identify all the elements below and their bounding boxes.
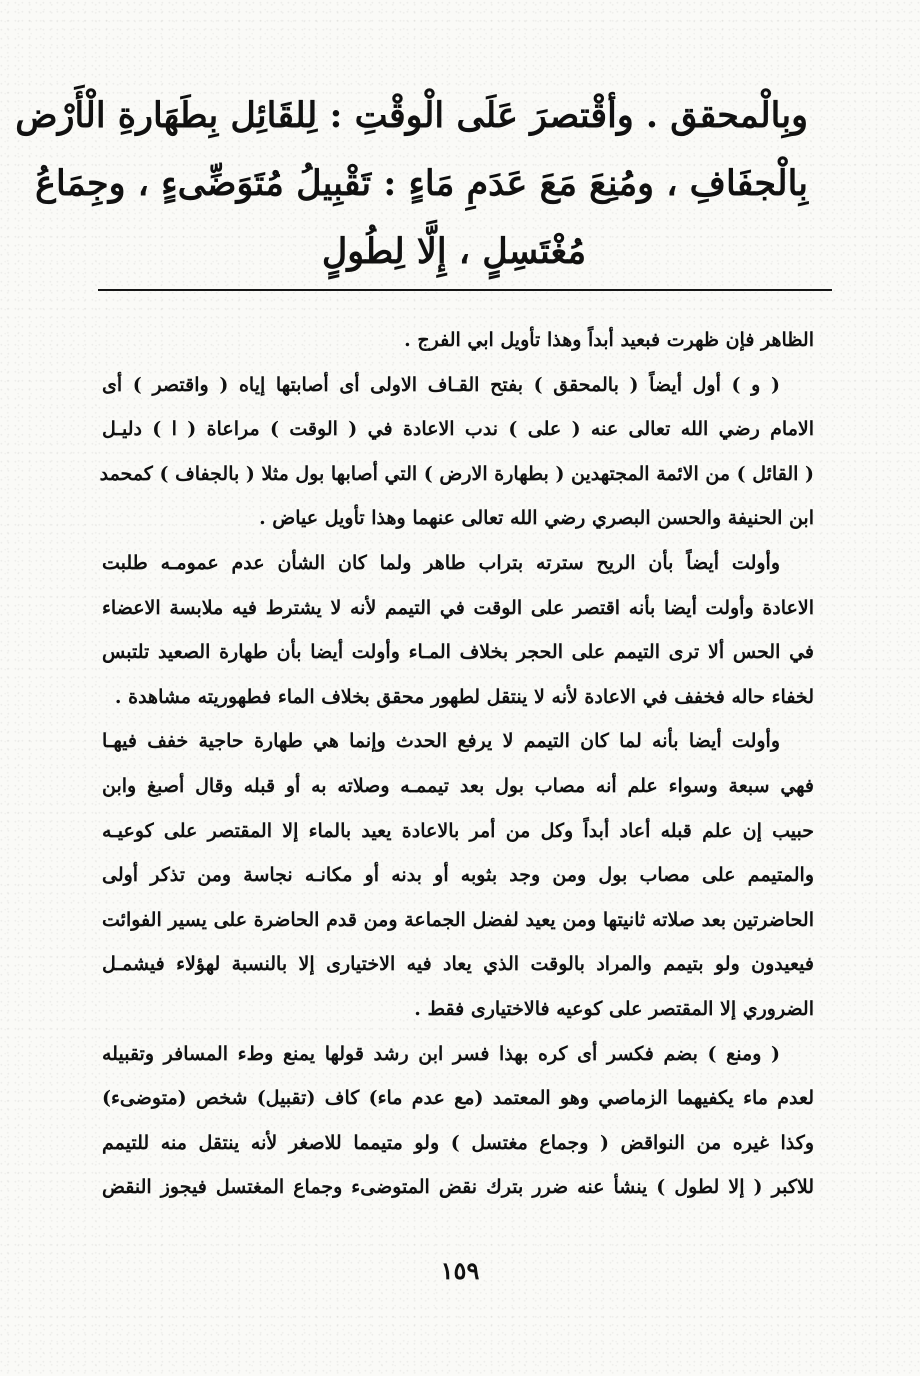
- commentary-line: الامام رضي الله تعالى عنه ( على ) ندب الاعادة في ( الوقت ) مراعاة ( ا ) دليـل: [102, 418, 814, 441]
- commentary-line: ( القائل ) من الائمة المجتهدين ( بطهارة الارض ) التي أصابها بول مثلا ( بالجفاف ) كمحمد: [99, 462, 814, 485]
- commentary-line: ( و ) أول أيضاً ( بالمحقق ) بفتح القـاف الاولى أى أصابتها إياه ( واقتصر ) أى: [102, 373, 780, 396]
- commentary-line: ابن الحنيفة والحسن البصري رضي الله تعالى عنهما وهذا تأويل عياض .: [259, 507, 814, 530]
- commentary-line: وأولت أيضا بأنه لما كان التيمم لا يرفع الحدث وإنما هي طهارة حاجية خفف فيهـا: [102, 730, 780, 753]
- commentary-line: والمتيمم على مصاب بول ومن وجد بثوبه أو بدنه أو مكانـه نجاسة ومن تذكر أولى: [102, 864, 814, 887]
- main-text-line: بِالْجفَافِ ، ومُنِعَ مَعَ عَدَمِ مَاءٍ : تَقْبِيلُ مُتَوَضِّىءٍ ، وجِمَاعُ: [35, 163, 808, 204]
- commentary-line: في الحس ألا ترى التيمم على الحجر بخلاف المـاء وأولت أيضا بأن طهارة الصعيد تلتبس: [102, 641, 814, 664]
- main-text-line: وبِالْمحقق . وأقْتصرَ عَلَى الْوقْتِ : لِلقَائِل بِطَهَارةِ الْأَرْض: [15, 95, 808, 136]
- commentary-line: الاعادة وأولت أيضا بأنه اقتصر على الوقت في التيمم لأنه لا يشترط فيه ملابسة الاعضاء: [102, 596, 814, 619]
- commentary-line: لعدم ماء يكفيهما الزماصي وهو المعتمد (مع عدم ماء) كاف (تقبيل) شخص (متوضىء): [102, 1087, 814, 1110]
- main-text-line: مُغْتَسِلٍ ، إِلَّا لِطُولٍ: [321, 231, 587, 272]
- commentary-line: الظاهر فإن ظهرت فبعيد أبداً وهذا تأويل ابي الفرج .: [404, 329, 814, 351]
- commentary-line: حبيب إن علم قبله أعاد أبداً وكل من أمر بالاعادة يعيد بالماء إلا المقتصر على كوعيـه: [102, 819, 814, 842]
- commentary-line: وأولت أيضاً بأن الريح سترته بتراب طاهر ولما كان الشأن عدم عمومـه طلبت: [102, 551, 780, 574]
- separator-rule: [98, 289, 832, 291]
- commentary-line: الحاضرتين بعد صلاته ثانيتها ومن يعيد لفضل الجماعة ومن قدم الحاضرة على يسير الفوائت: [102, 908, 814, 931]
- commentary-block: [99, 318, 814, 1210]
- commentary-line: وكذا غيره من النواقض ( وجماع مغتسل ) ولو متيمما للاصغر لأنه ينتقل منه للتيمم: [102, 1131, 814, 1154]
- commentary-line: الضروري إلا المقتصر على كوعيه فالاختيارى فقط .: [414, 997, 814, 1020]
- commentary-line: ( ومنع ) بضم فكسر أى كره بهذا فسر ابن رشد قولها يمنع وطء المسافر وتقبيله: [102, 1042, 780, 1065]
- page-number: ١٥٩: [440, 1256, 480, 1285]
- commentary-line: فهي سبعة وسواء علم أنه مصاب بول بعد تيممـه وصلاته به أو قبله وقال أصبغ وابن: [102, 774, 814, 797]
- main-text-block: [15, 82, 808, 286]
- commentary-line: لخفاء حاله فخفف في الاعادة لأنه لا ينتقل لطهور محقق بخلاف الماء فطهوريته مشاهدة .: [114, 685, 814, 708]
- commentary-line: للاكبر ( إلا لطول ) ينشأ عنه ضرر بترك نقض المتوضىء وجماع المغتسل فيجوز النقض: [102, 1176, 814, 1199]
- commentary-line: فيعيدون ولو بتيمم والمراد بالوقت الذي يعاد فيه الاختيارى إلا بالنسبة لهؤلاء فيشمـل: [102, 953, 814, 976]
